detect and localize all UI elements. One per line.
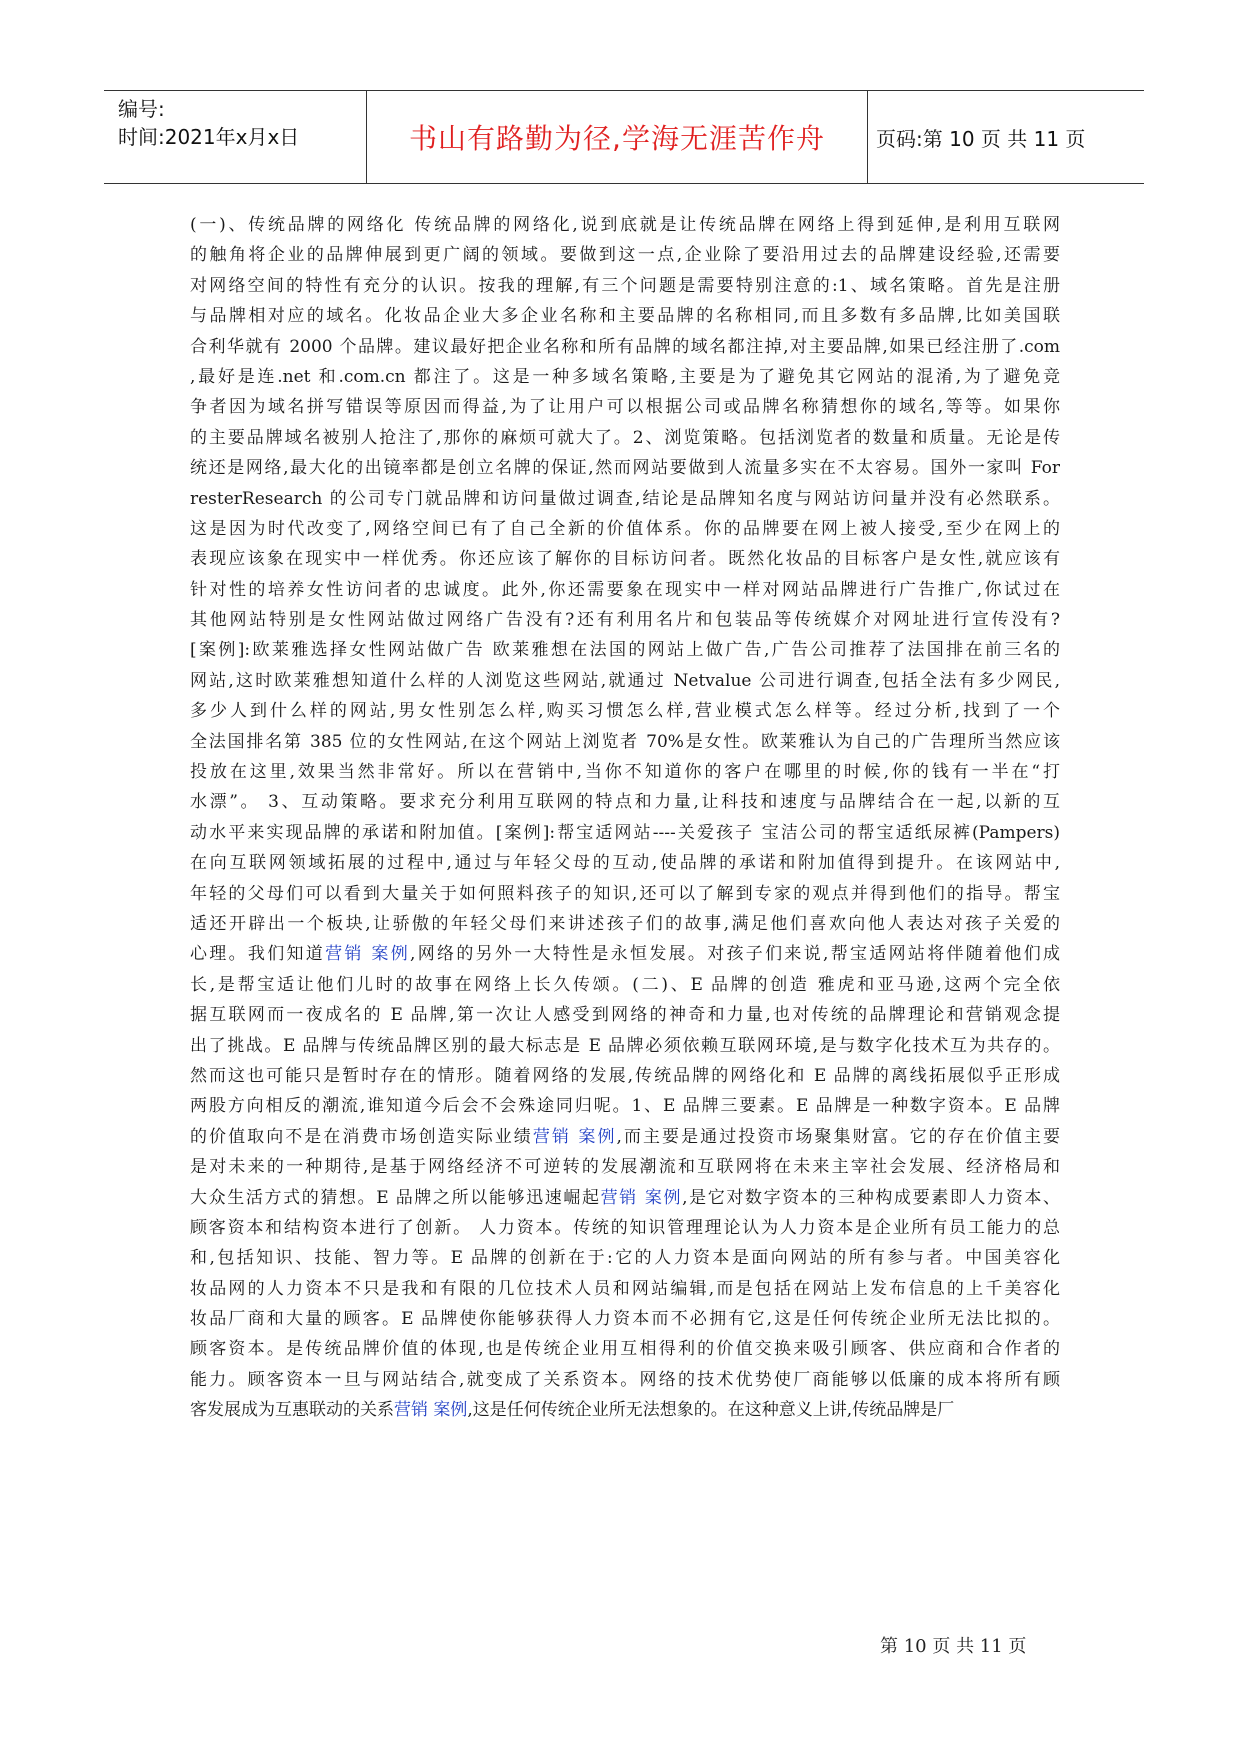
text-line	[190, 787, 1060, 817]
text-line	[190, 575, 1060, 605]
text-line	[190, 1243, 1060, 1273]
text-span: 全法国排名第 385 位的女性网站,在这个网站上浏览者 70%是女性。欧莱雅认为自己的广告理所当然应该	[190, 731, 1060, 752]
text-span: 的价值取向不是在消费市场创造实际业绩	[190, 1126, 533, 1147]
text-span: 在向互联网领域拓展的过程中,通过与年轻父母的互动,使品牌的承诺和附加值得到提升。在该网站中,	[190, 853, 1060, 874]
text-span: 是对未来的一种期待,是基于网络经济不可逆转的发展潮流和互联网将在未来主宰社会发展、经济格局和	[190, 1157, 1060, 1178]
marketing-case-link[interactable]: 营销 案例	[532, 1126, 617, 1147]
text-span: 据互联网而一夜成名的 E 品牌,第一次让人感受到网络的神奇和力量,也对传统的品牌理论和营销观念提	[190, 1005, 1060, 1026]
text-line	[190, 544, 1060, 574]
text-span: ,这是任何传统企业所无法想象的。在这种意义上讲,传统品牌是厂	[467, 1400, 955, 1421]
text-line	[190, 514, 1060, 544]
text-span: 然而这也可能只是暂时存在的情形。随着网络的发展,传统品牌的网络化和 E 品牌的离线拓展似乎正形成	[190, 1065, 1060, 1086]
text-span: 投放在这里,效果当然非常好。所以在营销中,当你不知道你的客户在哪里的时候,你的钱有一半在“打	[190, 762, 1060, 783]
text-line	[190, 1061, 1060, 1091]
text-span: 针对性的培养女性访问者的忠诚度。此外,你还需要象在现实中一样对网站品牌进行广告推广,你试过在	[190, 579, 1060, 600]
text-line	[190, 970, 1060, 1000]
text-span: 这是因为时代改变了,网络空间已有了自己全新的价值体系。你的品牌要在网上被人接受,至少在网上的	[190, 518, 1060, 539]
text-span: 其他网站特别是女性网站做过网络广告没有?还有利用名片和包装品等传统媒介对网址进行宣传没有?	[190, 610, 1060, 631]
text-span: ,最好是连.net 和.com.cn 都注了。这是一种多域名策略,主要是为了避免其它网站的混淆,为了避免竞	[190, 366, 1060, 387]
text-span: 水漂”。 3、互动策略。要求充分利用互联网的特点和力量,让科技和速度与品牌结合在一起,以新的互	[190, 792, 1060, 813]
text-span: 对网络空间的特性有充分的认识。按我的理解,有三个问题是需要特别注意的:1、域名策略。首先是注册	[190, 275, 1060, 296]
text-line	[190, 1395, 1060, 1425]
text-span: 出了挑战。E 品牌与传统品牌区别的最大标志是 E 品牌必须依赖互联网环境,是与数字化技术互为共存的。	[190, 1035, 1060, 1056]
text-span: 争者因为域名拼写错误等原因而得益,为了让用户可以根据公司或品牌名称猜想你的域名,等等。如果你	[190, 397, 1060, 418]
text-span: 大众生活方式的猜想。E 品牌之所以能够迅速崛起	[190, 1187, 601, 1208]
header-meta	[118, 95, 356, 151]
page-footer-number: 第 10 页 共 11 页	[880, 1636, 1027, 1657]
text-span: 心理。我们知道	[190, 944, 326, 965]
document-number-label: 编号:	[118, 97, 165, 121]
text-line	[190, 484, 1060, 514]
body-text	[190, 210, 1060, 1426]
text-span: [案例]:欧莱雅选择女性网站做广告 欧莱雅想在法国的网站上做广告,广告公司推荐了法国排在前三名的	[190, 640, 1060, 661]
text-span: 与品牌相对应的域名。化妆品企业大多企业名称和主要品牌的名称相同,而且多数有多品牌,比如美国联	[190, 306, 1060, 327]
text-line	[190, 332, 1060, 362]
text-line	[190, 909, 1060, 939]
text-span: ,网络的另外一大特性是永恒发展。对孩子们来说,帮宝适网站将伴随着他们成	[410, 944, 1060, 965]
text-line	[190, 362, 1060, 392]
text-line	[190, 727, 1060, 757]
text-line	[190, 1365, 1060, 1395]
text-span: 妆品厂商和大量的顾客。E 品牌使你能够获得人力资本而不必拥有它,这是任何传统企业所无法比拟的。	[190, 1309, 1060, 1330]
document-time-label: 时间:2021年x月x日	[118, 125, 300, 149]
text-span: 年轻的父母们可以看到大量关于如何照料孩子的知识,还可以了解到专家的观点并得到他们的指导。帮宝	[190, 883, 1060, 904]
text-line	[190, 1334, 1060, 1364]
text-line	[190, 605, 1060, 635]
text-span: 表现应该象在现实中一样优秀。你还应该了解你的目标访问者。既然化妆品的目标客户是女性,就应该有	[190, 549, 1060, 570]
text-span: 长,是帮宝适让他们儿时的故事在网络上长久传颂。(二)、E 品牌的创造 雅虎和亚马逊,这两个完全依	[190, 974, 1060, 995]
text-line	[190, 423, 1060, 453]
text-line	[190, 1122, 1060, 1152]
text-line	[190, 939, 1060, 969]
text-line	[190, 848, 1060, 878]
header-page-number: 页码:第 10 页 共 11 页	[876, 126, 1086, 151]
text-line	[190, 1183, 1060, 1213]
text-line	[190, 240, 1060, 270]
text-span: 的触角将企业的品牌伸展到更广阔的领域。要做到这一点,企业除了要沿用过去的品牌建设经验,还需要	[190, 245, 1060, 266]
text-span: 统还是网络,最大化的出镜率都是创立名牌的保证,然而网站要做到人流量多实在不太容易。国外一家叫 For	[190, 458, 1060, 479]
text-line	[190, 392, 1060, 422]
text-line	[190, 757, 1060, 787]
text-span: 两股方向相反的潮流,谁知道今后会不会殊途同归呢。1、E 品牌三要素。E 品牌是一种数字资本。E 品牌	[190, 1096, 1060, 1117]
text-span: ,而主要是通过投资市场聚集财富。它的存在价值主要	[616, 1126, 1060, 1147]
header-motto-cell	[366, 91, 868, 183]
text-line	[190, 1091, 1060, 1121]
text-line	[190, 666, 1060, 696]
text-line	[190, 1274, 1060, 1304]
text-span: 的主要品牌域名被别人抢注了,那你的麻烦可就大了。2、浏览策略。包括浏览者的数量和质量。无论是传	[190, 427, 1060, 448]
text-line	[190, 1213, 1060, 1243]
text-line	[190, 1304, 1060, 1334]
text-span: 合利华就有 2000 个品牌。建议最好把企业名称和所有品牌的域名都注掉,对主要品牌,如果已经注册了.com	[190, 336, 1060, 357]
text-span: 顾客资本。是传统品牌价值的体现,也是传统企业用互相得利的价值交换来吸引顾客、供应商和合作者的	[190, 1339, 1060, 1360]
text-span: (一)、传统品牌的网络化 传统品牌的网络化,说到底就是让传统品牌在网络上得到延伸,是利用互联网	[190, 215, 1060, 235]
motto-text: 书山有路勤为径,学海无涯苦作舟	[409, 122, 825, 155]
marketing-case-link[interactable]: 营销 案例	[600, 1187, 683, 1208]
text-line	[190, 635, 1060, 665]
text-line	[190, 1031, 1060, 1061]
text-span: 客发展成为互惠联动的关系	[190, 1400, 394, 1421]
text-span: 动水平来实现品牌的承诺和附加值。[案例]:帮宝适网站----关爱孩子 宝洁公司的帮宝适纸尿裤(Pampers)	[190, 822, 1060, 843]
text-line	[190, 1152, 1060, 1182]
text-line	[190, 1000, 1060, 1030]
text-line	[190, 210, 1060, 240]
text-span: 多少人到什么样的网站,男女性别怎么样,购买习惯怎么样,营业模式怎么样等。经过分析,找到了一个	[190, 701, 1060, 722]
text-span: 妆品网的人力资本不只是我和有限的几位技术人员和网站编辑,而是包括在网站上发布信息的上千美容化	[190, 1278, 1060, 1299]
text-span: 能力。顾客资本一旦与网站结合,就变成了关系资本。网络的技术优势使厂商能够以低廉的成本将所有顾	[190, 1369, 1060, 1390]
text-span: 适还开辟出一个板块,让骄傲的年轻父母们来讲述孩子们的故事,满足他们喜欢向他人表达对孩子关爱的	[190, 913, 1060, 934]
text-line	[190, 453, 1060, 483]
page-header	[104, 90, 1144, 184]
text-span: ,是它对数字资本的三种构成要素即人力资本、	[682, 1187, 1060, 1208]
text-line	[190, 271, 1060, 301]
marketing-case-link[interactable]: 营销 案例	[394, 1400, 468, 1421]
text-span: resterResearch 的公司专门就品牌和访问量做过调查,结论是品牌知名度与网站访问量并没有必然联系。	[190, 488, 1060, 509]
text-span: 网站,这时欧莱雅想知道什么样的人浏览这些网站,就通过 Netvalue 公司进行调查,包括全法有多少网民,	[190, 670, 1060, 691]
text-line	[190, 818, 1060, 848]
text-span: 和,包括知识、技能、智力等。E 品牌的创新在于:它的人力资本是面向网站的所有参与者。中国美容化	[190, 1248, 1060, 1269]
marketing-case-link[interactable]: 营销 案例	[325, 944, 411, 965]
text-span: 顾客资本和结构资本进行了创新。 人力资本。传统的知识管理理论认为人力资本是企业所有员工能力的总	[190, 1217, 1060, 1238]
text-line	[190, 696, 1060, 726]
text-line	[190, 301, 1060, 331]
text-line	[190, 879, 1060, 909]
